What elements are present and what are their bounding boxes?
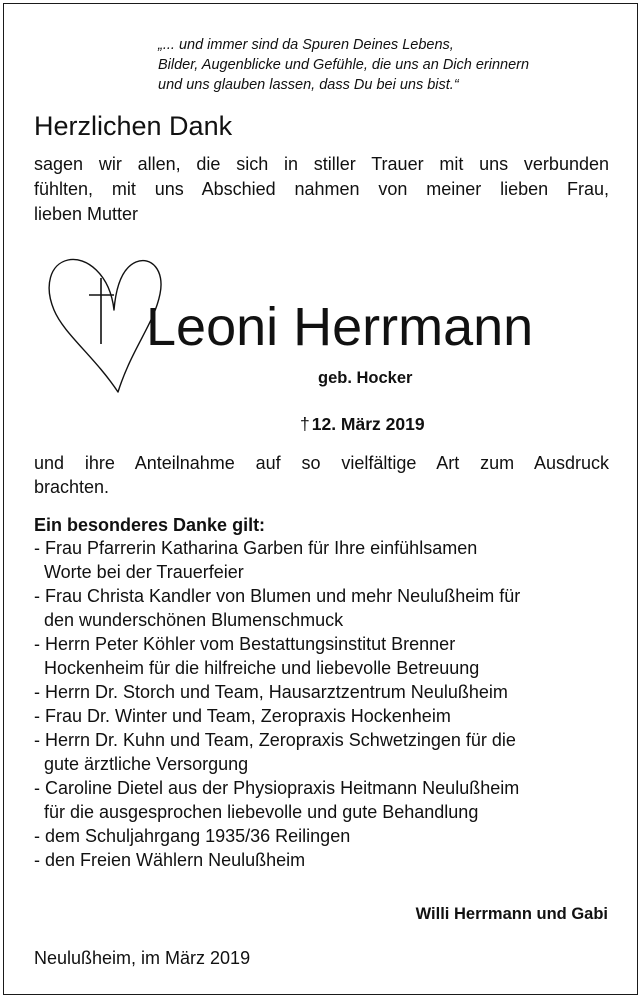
death-date (300, 412, 425, 436)
closing-line: und ihre Anteilnahme auf so vielfältige Art zum Ausdruck (34, 453, 609, 473)
list-item: - Herrn Dr. Storch und Team, Hausarztzentrum Neulußheim (34, 682, 508, 702)
list-item: Hockenheim für die hilfreiche und liebevolle Betreuung (34, 658, 480, 678)
list-item: - Herrn Peter Köhler vom Bestattungsinstitut Brenner (34, 634, 456, 654)
list-item: den wunderschönen Blumenschmuck (34, 610, 344, 630)
list-item: für die ausgesprochen liebevolle und gute Behandlung (34, 802, 479, 822)
list-item: - Caroline Dietel aus der Physiopraxis Heitmann Neulußheim (34, 778, 520, 798)
quote-line: „... und immer sind da Spuren Deines Lebens, (158, 37, 454, 53)
signature: Willi Herrmann und Gabi (415, 905, 608, 923)
memorial-quote (158, 35, 608, 95)
list-item: - Frau Dr. Winter und Team, Zeropraxis Hockenheim (34, 706, 451, 726)
intro-line: fühlten, mit uns Abschied nahmen von meiner lieben Frau, (34, 179, 609, 199)
quote-line: Bilder, Augenblicke und Gefühle, die uns an Dich erinnern (158, 57, 530, 73)
page-title: Herzlichen Dank (34, 111, 233, 141)
list-item: gute ärztliche Versorgung (34, 754, 249, 774)
thanks-title: Ein besonderes Danke gilt: (34, 515, 266, 535)
maiden-name: geb. Hocker (318, 369, 413, 387)
intro-line: sagen wir allen, die sich in stiller Trauer mit uns verbunden (34, 154, 609, 174)
list-item: - den Freien Wählern Neulußheim (34, 850, 306, 870)
list-item: Worte bei der Trauerfeier (34, 562, 244, 582)
list-item: - Frau Pfarrerin Katharina Garben für Ihre einfühlsamen (34, 538, 478, 558)
death-date-text: 12. März 2019 (311, 414, 425, 434)
intro-line: lieben Mutter (34, 204, 139, 224)
list-item: - dem Schuljahrgang 1935/36 Reilingen (34, 826, 351, 846)
list-item: - Frau Christa Kandler von Blumen und mehr Neulußheim für (34, 586, 521, 606)
cross-icon: † (300, 414, 310, 434)
place-date: Neulußheim, im März 2019 (34, 948, 251, 968)
closing-line: brachten. (34, 477, 110, 497)
quote-line: und uns glauben lassen, dass Du bei uns bist.“ (158, 77, 459, 93)
list-item: - Herrn Dr. Kuhn und Team, Zeropraxis Schwetzingen für die (34, 730, 516, 750)
deceased-name: Leoni Herrmann (146, 297, 534, 357)
thanks-list (34, 536, 614, 872)
closing-text (34, 451, 609, 499)
intro-text (34, 152, 609, 227)
